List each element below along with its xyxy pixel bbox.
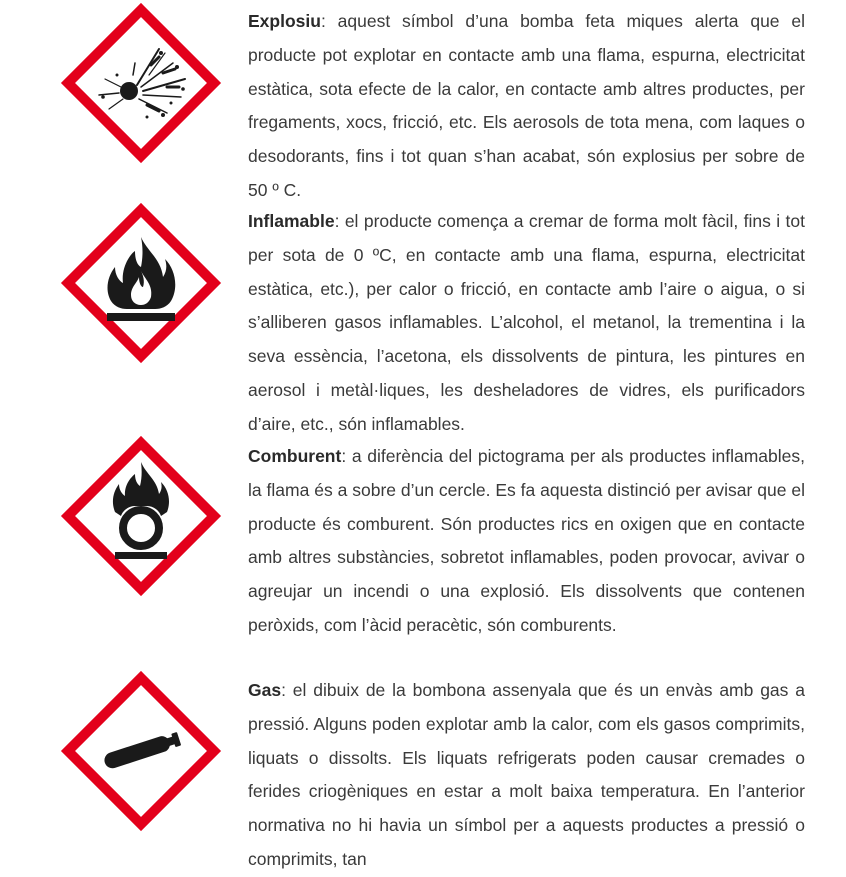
hazard-text-explosive: : aquest símbol d’una bomba feta miques alerta que el producte pot explotar en contacte amb una flama, espurna, electricitat estàtica, sota efecte de la calor, en contacte amb altres productes, per fregaments, xocs, fricció, etc. Els aerosols de tota mena, com laques o desodorants, fins i tot quan s’han acabat, són explosius per sobre de 50 º C.: [248, 11, 805, 200]
flammable-pictogram-icon: [63, 205, 219, 361]
hazard-description-explosive: [248, 5, 805, 208]
hazard-term-flammable: Inflamable: [248, 211, 335, 231]
hazard-text-flammable: : el producte comença a cremar de forma molt fàcil, fins i tot per sota de 0 ºC, en contacte amb una flama, espurna, electricitat estàtica, etc.), per calor o fricció, en contacte amb l’aire o aigua, o si s’alliberen gasos inflamables. L’alcohol, el metanol, la trementina i la seva essència, l’acetona, els dissolvents de pintura, les pintures en aerosol i metàl·liques, les desheladores de vidres, els purificadors d’aire, etc., són inflamables.: [248, 211, 805, 434]
oxidizing-pictogram-icon: [63, 438, 219, 594]
hazard-description-gas: [248, 674, 805, 877]
hazard-description-oxidizing: [248, 440, 805, 643]
hazard-text-gas: : el dibuix de la bombona assenyala que és un envàs amb gas a pressió. Alguns poden explotar amb la calor, com els gasos comprimits, liquats o dissolts. Els liquats refrigerats poden causar cremades o ferides criogèniques en estar a molt baixa temperatura. En l’anterior normativa no hi havia un símbol per a aquests productes a pressió o comprimits, tan: [248, 680, 805, 869]
explosive-pictogram-icon: [63, 5, 219, 161]
hazard-text-oxidizing: : a diferència del pictograma per als productes inflamables, la flama és a sobre d’un cercle. Es fa aquesta distinció per avisar que el producte és comburent. Són productes rics en oxigen que en contacte amb altres substàncies, sobretot inflamables, poden provocar, avivar o agreujar un incendi o una explosió. Els dissolvents que contenen peròxids, com l’àcid peracètic, són comburents.: [248, 446, 805, 635]
gas-cylinder-pictogram-icon: [63, 673, 219, 829]
hazard-term-oxidizing: Comburent: [248, 446, 342, 466]
hazard-description-flammable: [248, 205, 805, 442]
hazard-term-gas: Gas: [248, 680, 282, 700]
hazard-term-explosive: Explosiu: [248, 11, 321, 31]
